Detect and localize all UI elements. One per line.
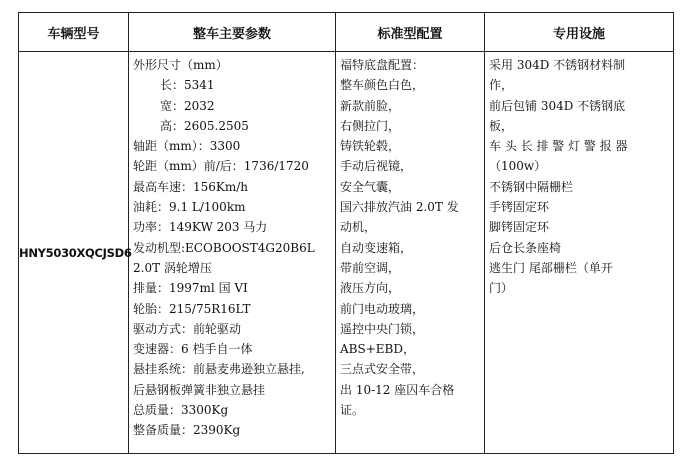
list-item: 手铐固定环 — [489, 200, 550, 215]
standard-config-cell — [336, 52, 485, 454]
list-item: 板， — [489, 118, 514, 133]
special-facilities-list — [485, 52, 673, 301]
list-item: 排量：1997ml 国 VI — [133, 281, 248, 296]
list-item: 铸铁轮毂， — [340, 139, 401, 154]
list-item: 液压方向， — [340, 281, 401, 296]
list-item: 最高车速：156Km/h — [133, 179, 249, 194]
main-params-list — [129, 52, 335, 443]
list-item: 动机， — [340, 220, 377, 235]
list-item: 逃生门 尾部栅栏（单开 — [489, 260, 613, 275]
list-item: 三点式安全带， — [340, 362, 425, 377]
header-standard-config: 标准型配置 — [336, 13, 485, 52]
list-item: 出 10-12 座囚车合格 — [340, 382, 455, 397]
header-special-facilities: 专用设施 — [485, 13, 674, 52]
model-cell: HNY5030XQCJSD6 — [19, 52, 129, 454]
list-item: 后悬钢板弹簧非独立悬挂 — [133, 382, 266, 397]
list-item: 作， — [489, 78, 514, 93]
list-item: 采用 304D 不锈钢材料制 — [489, 58, 626, 72]
list-item: 功率：149KW 203 马力 — [133, 220, 268, 235]
list-item: 遥控中央门锁， — [340, 321, 425, 336]
list-item: 轮胎：215/75R16LT — [133, 301, 251, 316]
list-item: 右侧拉门， — [340, 118, 401, 133]
list-item: 后仓长条座椅 — [489, 240, 562, 255]
special-facilities-cell — [485, 52, 674, 454]
list-item: 悬挂系统：前悬麦弗逊独立悬挂, — [133, 362, 305, 377]
header-model: 车辆型号 — [19, 13, 129, 52]
list-item: 长：5341 — [160, 78, 215, 93]
list-item: 脚铐固定环 — [489, 220, 550, 235]
list-item: 自动变速箱， — [340, 240, 413, 255]
list-item: 前后包铺 304D 不锈钢底 — [489, 98, 626, 113]
list-item: 变速器：6 档手自一体 — [133, 342, 253, 357]
list-item: 驱动方式：前轮驱动 — [133, 321, 242, 336]
list-item: 外形尺寸（mm） — [133, 58, 228, 72]
table-row — [19, 52, 674, 454]
list-item: （100w） — [489, 159, 547, 174]
list-item: 不锈钢中隔栅栏 — [489, 179, 574, 194]
list-item: 新款前脸， — [340, 98, 401, 113]
list-item: 轮距（mm）前/后：1736/1720 — [133, 159, 309, 174]
list-item: 总质量：3300Kg — [133, 403, 229, 418]
header-row — [19, 13, 674, 52]
standard-config-list — [336, 52, 484, 422]
list-item: 2.0T 涡轮增压 — [133, 260, 212, 275]
list-item: 带前空调， — [340, 260, 401, 275]
list-item: 整备质量：2390Kg — [133, 423, 241, 438]
list-item: 前门电动玻璃， — [340, 301, 425, 316]
vehicle-spec-table — [18, 12, 674, 454]
list-item: 整车颜色白色， — [340, 78, 425, 93]
list-item: 油耗：9.1 L/100km — [133, 200, 246, 215]
list-item: 手动后视镜， — [340, 159, 413, 174]
list-item: 门） — [489, 281, 514, 296]
list-item: 安全气囊， — [340, 179, 401, 194]
list-item: 车 头 长 排 警 灯 警 报 器 — [489, 139, 628, 154]
list-item: ABS+EBD， — [340, 342, 415, 357]
list-item: 证。 — [340, 403, 365, 418]
header-main-params: 整车主要参数 — [129, 13, 336, 52]
list-item: 福特底盘配置： — [340, 58, 425, 72]
list-item: 国六排放汽油 2.0T 发 — [340, 200, 459, 215]
list-item: 发动机型:ECOBOOST4G20B6L — [133, 240, 315, 255]
list-item: 轴距（mm）：3300 — [133, 139, 241, 154]
list-item: 高：2605.2505 — [160, 118, 249, 133]
main-params-cell — [129, 52, 336, 454]
list-item: 宽：2032 — [160, 98, 215, 113]
